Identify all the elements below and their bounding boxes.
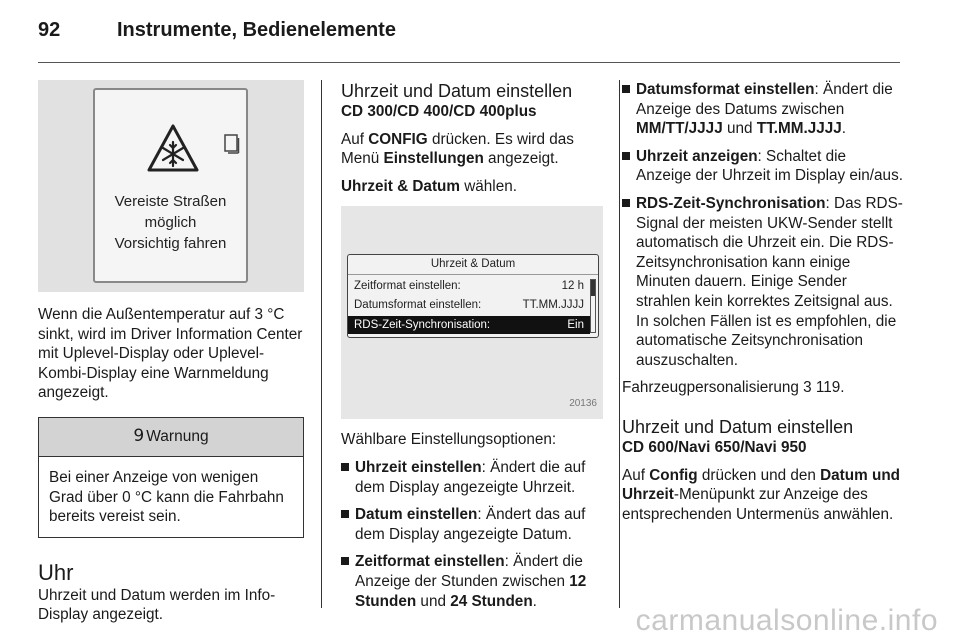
reference-arrow-icon: 3 <box>803 379 812 397</box>
config-paragraph-2 <box>622 466 904 525</box>
column-1 <box>38 80 304 625</box>
ice-warning-figure <box>38 80 304 292</box>
uhr-paragraph: Uhrzeit und Datum werden im Info-Display angezeigt. <box>38 586 276 624</box>
row-value: Ein <box>567 319 584 332</box>
intro-paragraph: Wenn die Außentemperatur auf 3 °C sinkt, wird im Driver Information Center mit Uplevel-Display oder Uplevel-Kombi-Display eine Warnmeldung angezeigt. <box>38 306 303 402</box>
config-key: CONFIG <box>368 130 428 148</box>
text-fragment: Auf <box>622 466 650 484</box>
header-rule <box>38 62 900 63</box>
text-fragment: Fahrzeugpersonalisierung <box>622 379 804 397</box>
text-fragment: wählen. <box>459 177 517 195</box>
cross-reference[interactable] <box>622 378 904 398</box>
display-screenshot-figure <box>341 206 603 419</box>
text-fragment: . <box>841 120 846 138</box>
menu-item-name: Uhrzeit & Datum <box>341 177 460 195</box>
list-item <box>622 194 904 370</box>
row-label: Datumsformat einstellen: <box>354 299 482 312</box>
row-label: Zeitformat einstellen: <box>354 280 461 293</box>
option-value: 12 Stunden <box>355 572 587 610</box>
option-value: TT.MM.JJJJ <box>756 120 842 138</box>
text-fragment: -Menüpunkt zur Anzeige des entsprechenden Untermenüs anwählen. <box>622 486 894 523</box>
column-2 <box>341 80 603 619</box>
text-fragment: angezeigt. <box>483 150 559 168</box>
column-3 <box>622 80 904 524</box>
warning-line-3: Vorsichtig fahren <box>114 235 227 252</box>
option-text: : Ändert die auf dem Display angezeigte Uhrzeit. <box>355 458 586 496</box>
option-value: 24 Stunden <box>450 592 533 610</box>
text-fragment: Auf <box>341 130 369 148</box>
page-title: Instrumente, Bedienelemente <box>117 19 396 41</box>
config-paragraph <box>341 130 603 169</box>
text-fragment: drücken. Es wird das Menü <box>341 130 574 168</box>
text-fragment: . <box>532 592 537 610</box>
option-value: MM/TT/JJJJ <box>636 120 723 138</box>
text-fragment: und <box>416 592 451 610</box>
option-term: Uhrzeit anzeigen <box>636 147 758 165</box>
option-text: : Ändert das auf dem Display angezeigte Datum. <box>355 506 586 543</box>
option-text: : Ändert die Anzeige des Datums zwischen <box>636 81 893 118</box>
option-term: Datum einstellen <box>355 506 478 524</box>
display-panel <box>93 88 248 283</box>
menu-name: Einstellungen <box>383 150 484 168</box>
section-heading-datetime-2: Uhrzeit und Datum einstellen <box>622 416 854 437</box>
column-divider-2 <box>619 80 620 608</box>
option-text: : Ändert die Anzeige der Stunden zwischen <box>355 553 583 590</box>
warning-box <box>38 417 304 538</box>
option-term: RDS-Zeit-Synchronisation <box>636 194 826 212</box>
list-item <box>341 458 603 497</box>
options-intro: Wählbare Einstellungsoptionen: <box>341 431 557 449</box>
warning-header <box>39 418 303 457</box>
warning-title: Warnung <box>146 428 209 446</box>
warning-line-2: möglich <box>144 214 197 231</box>
select-paragraph <box>341 177 603 197</box>
option-term: Datumsformat einstellen <box>636 81 815 98</box>
page-icon <box>224 134 240 154</box>
config-key: Config <box>649 466 698 484</box>
model-subheading-2: CD 600/Navi 650/Navi 950 <box>622 438 807 456</box>
list-item <box>341 552 603 611</box>
warning-text: Bei einer Anzeige von wenigen Grad über 0 °C kann die Fahrbahn bereits vereist sein. <box>49 468 284 526</box>
screen-row-selected <box>348 316 590 334</box>
warning-line-1: Vereiste Straßen <box>114 193 227 210</box>
list-item <box>622 147 904 186</box>
reference-page: 119. <box>811 379 845 397</box>
page-number: 92 <box>38 19 61 41</box>
row-value: TT.MM.JJJJ <box>522 299 584 312</box>
row-value: 12 h <box>561 280 584 293</box>
text-fragment: drücken und den <box>697 466 821 484</box>
list-item <box>341 505 603 544</box>
screen-title: Uhrzeit & Datum <box>348 255 598 275</box>
screen-row <box>348 277 590 295</box>
scrollbar <box>590 279 596 333</box>
watermark: carmanualsonline.info <box>635 604 938 637</box>
text-fragment: und <box>722 120 757 138</box>
option-text: : Schaltet die Anzeige der Uhrzeit im Display ein/aus. <box>636 147 903 185</box>
warning-symbol: 9 <box>133 426 145 447</box>
option-term: Uhrzeit einstellen <box>355 458 482 476</box>
snowflake-icon <box>145 120 201 176</box>
section-heading-datetime: Uhrzeit und Datum einstellen <box>341 81 573 101</box>
infotainment-screen <box>347 254 599 338</box>
option-text: : Das RDS-Signal der meisten UKW-Sender stellt automatisch die Uhrzeit ein. Die RDS-Zeitsynchronisation kann einige Minuten dauern. Einige Sender strahlen kein korrektes Zeitsignal aus. In solchen Fällen ist es empfohlen, die automatische Zeitsynchronisation auszuschalten. <box>636 194 903 369</box>
section-heading-uhr: Uhr <box>38 559 74 585</box>
list-item <box>622 80 904 139</box>
figure-code: 20136 <box>569 397 597 409</box>
model-subheading: CD 300/CD 400/CD 400plus <box>341 103 537 120</box>
column-divider-1 <box>321 80 322 608</box>
menu-item-name: Datum und Uhrzeit <box>622 466 901 504</box>
row-label: RDS-Zeit-Synchronisation: <box>354 319 491 332</box>
option-term: Zeitformat einstellen <box>355 553 505 571</box>
screen-row <box>348 296 590 314</box>
